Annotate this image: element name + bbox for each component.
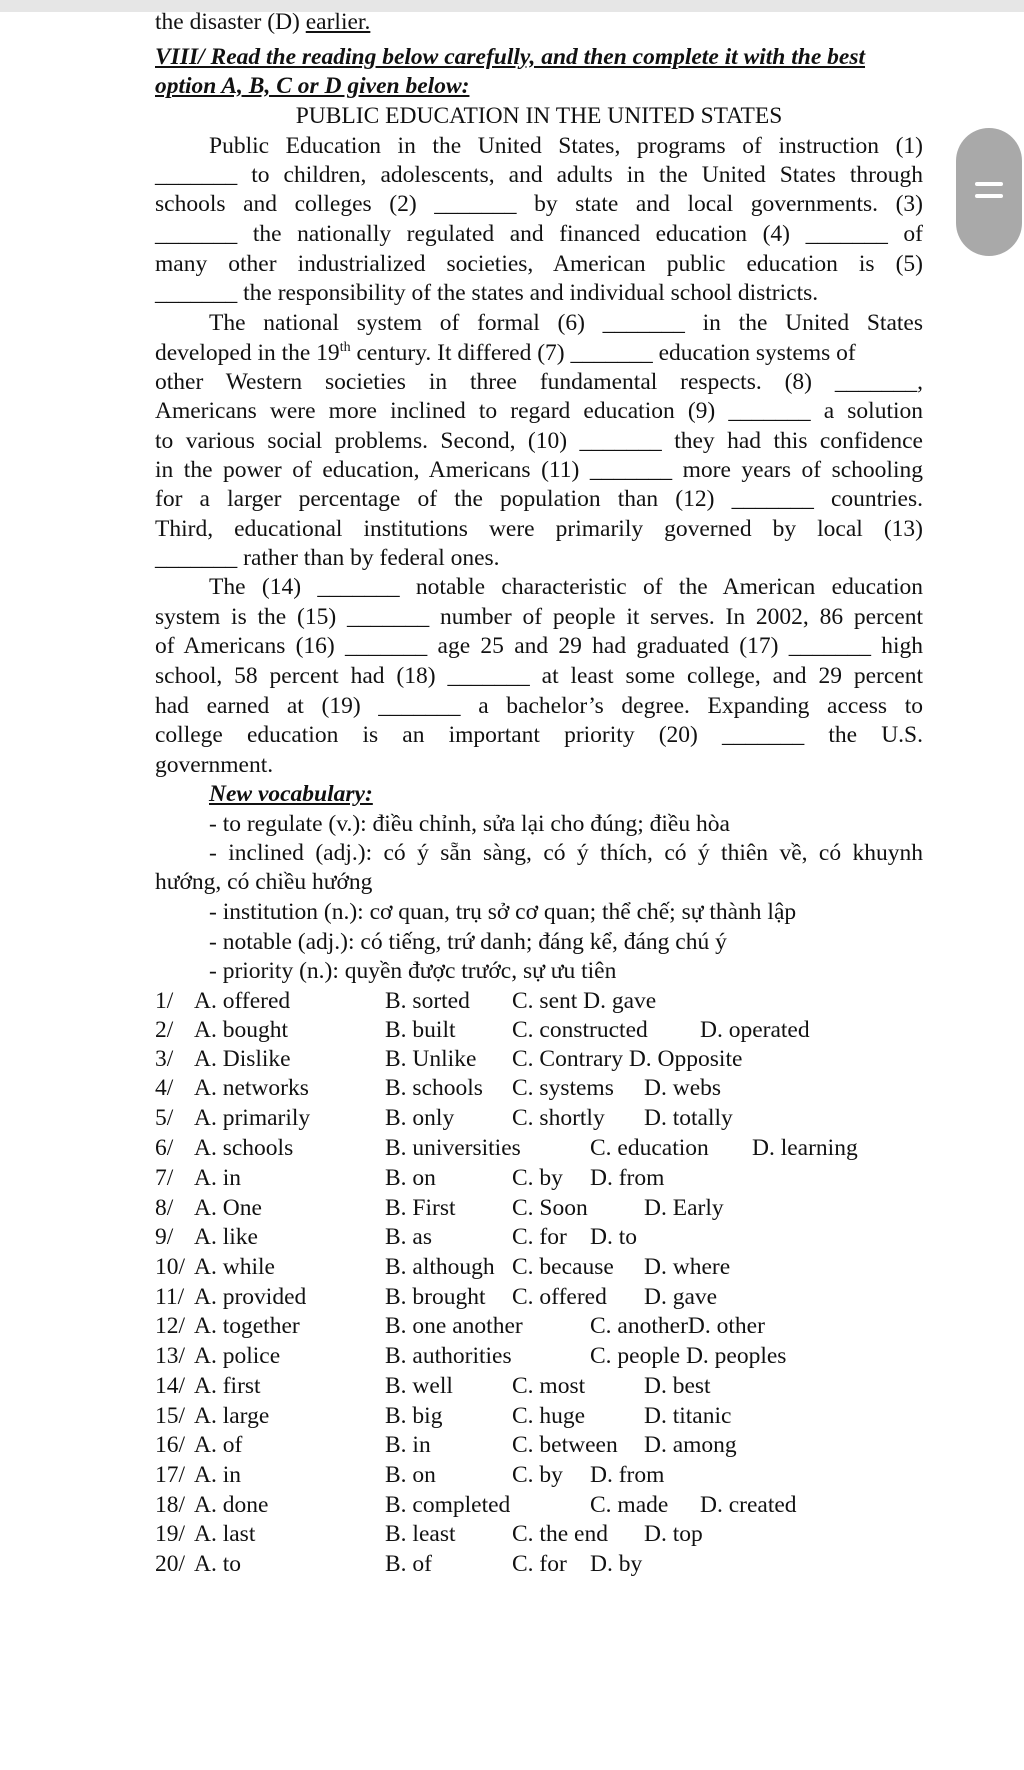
vocabulary-item: - notable (adj.): có tiếng, trứ danh; đáng kể, đáng chú ý xyxy=(209,929,727,955)
question-row: 20/ A. to B. of C. for D. by xyxy=(155,1551,643,1577)
passage-line: _______ to children, adolescents, and adults in the United States through xyxy=(155,162,923,188)
section-heading-cont: option A, B, C or D given below: xyxy=(155,73,470,99)
section-heading: VIII/ Read the reading below carefully, and then complete it with the best xyxy=(155,44,866,70)
vocabulary-item: - priority (n.): quyền được trước, sự ưu tiên xyxy=(209,958,617,984)
question-row: 16/ A. of B. in C. between D. among xyxy=(155,1432,737,1458)
question-row: 1/ A. offered B. sorted C. sent D. gave xyxy=(155,988,657,1014)
passage-line: school, 58 percent had (18) _______ at least some college, and 29 percent xyxy=(155,663,923,689)
question-row: 19/ A. last B. least C. the end D. top xyxy=(155,1521,703,1547)
passage-line: other Western societies in three fundamental respects. (8) _______, xyxy=(155,369,923,395)
passage-title: PUBLIC EDUCATION IN THE UNITED STATES xyxy=(295,103,783,129)
passage-line: The (14) _______ notable characteristic of the American education xyxy=(209,574,923,600)
passage-line: system is the (15) _______ number of people it serves. In 2002, 86 percent xyxy=(155,604,923,630)
passage-line: of Americans (16) _______ age 25 and 29 had graduated (17) _______ high xyxy=(155,633,923,659)
passage-line: Americans were more inclined to regard education (9) _______ a solution xyxy=(155,398,923,424)
question-row: 7/ A. in B. on C. by D. from xyxy=(155,1165,665,1191)
passage-line: _______ the nationally regulated and financed education (4) _______ of xyxy=(155,221,923,247)
question-row: 6/ A. schools B. universities C. education D. learning xyxy=(155,1135,858,1161)
passage-line: government. xyxy=(155,752,274,778)
question-row: 2/ A. bought B. built C. constructed D. operated xyxy=(155,1017,810,1043)
header-fragment: the disaster (D) earlier. xyxy=(155,9,371,35)
question-row: 10/ A. while B. although C. because D. where xyxy=(155,1254,731,1280)
passage-line: many other industrialized societies, American public education is (5) xyxy=(155,251,923,277)
question-row: 9/ A. like B. as C. for D. to xyxy=(155,1224,637,1250)
vocabulary-item: - institution (n.): cơ quan, trụ sở cơ quan; thể chế; sự thành lập xyxy=(209,899,797,925)
passage-line: _______ rather than by federal ones. xyxy=(155,545,500,571)
passage-line: for a larger percentage of the population than (12) _______ countries. xyxy=(155,486,923,512)
vocabulary-item: - inclined (adj.): có ý sẵn sàng, có ý thích, có ý thiên về, có khuynh xyxy=(209,840,923,866)
grip-line-icon xyxy=(975,194,1003,198)
question-row: 4/ A. networks B. schools C. systems D. webs xyxy=(155,1075,722,1101)
passage-line-century: developed in the 19th century. It differed (7) _______ education systems of xyxy=(155,340,856,366)
passage-line: The national system of formal (6) _______ in the United States xyxy=(209,310,923,336)
passage-line: _______ the responsibility of the states and individual school districts. xyxy=(155,280,819,306)
question-row: 15/ A. large B. big C. huge D. titanic xyxy=(155,1403,732,1429)
question-row: 18/ A. done B. completed C. made D. created xyxy=(155,1492,797,1518)
question-row: 8/ A. One B. First C. Soon D. Early xyxy=(155,1195,724,1221)
passage-line: Public Education in the United States, programs of instruction (1) xyxy=(209,133,923,159)
scroll-handle[interactable] xyxy=(956,128,1022,256)
question-row: 3/ A. Dislike B. Unlike C. Contrary D. Opposite xyxy=(155,1046,743,1072)
vocabulary-item: - to regulate (v.): điều chỉnh, sửa lại cho đúng; điều hòa xyxy=(209,811,730,837)
grip-line-icon xyxy=(975,182,1003,186)
passage-line: to various social problems. Second, (10) _______ they had this confidence xyxy=(155,428,923,454)
passage-line: college education is an important priority (20) _______ the U.S. xyxy=(155,722,923,748)
passage-line: Third, educational institutions were primarily governed by local (13) xyxy=(155,516,923,542)
question-row: 14/ A. first B. well C. most D. best xyxy=(155,1373,711,1399)
question-row: 17/ A. in B. on C. by D. from xyxy=(155,1462,665,1488)
passage-line: in the power of education, Americans (11) _______ more years of schooling xyxy=(155,457,923,483)
vocabulary-item-cont: hướng, có chiều hướng xyxy=(155,869,373,895)
passage-line: schools and colleges (2) _______ by state and local governments. (3) xyxy=(155,191,923,217)
passage-line: had earned at (19) _______ a bachelor’s degree. Expanding access to xyxy=(155,693,923,719)
vocabulary-heading: New vocabulary: xyxy=(209,781,373,807)
question-row: 13/ A. police B. authorities C. people D. peoples xyxy=(155,1343,787,1369)
question-row: 5/ A. primarily B. only C. shortly D. totally xyxy=(155,1105,733,1131)
question-row: 12/ A. together B. one another C. anotherD. other xyxy=(155,1313,765,1339)
question-row: 11/ A. provided B. brought C. offered D. gave xyxy=(155,1284,718,1310)
